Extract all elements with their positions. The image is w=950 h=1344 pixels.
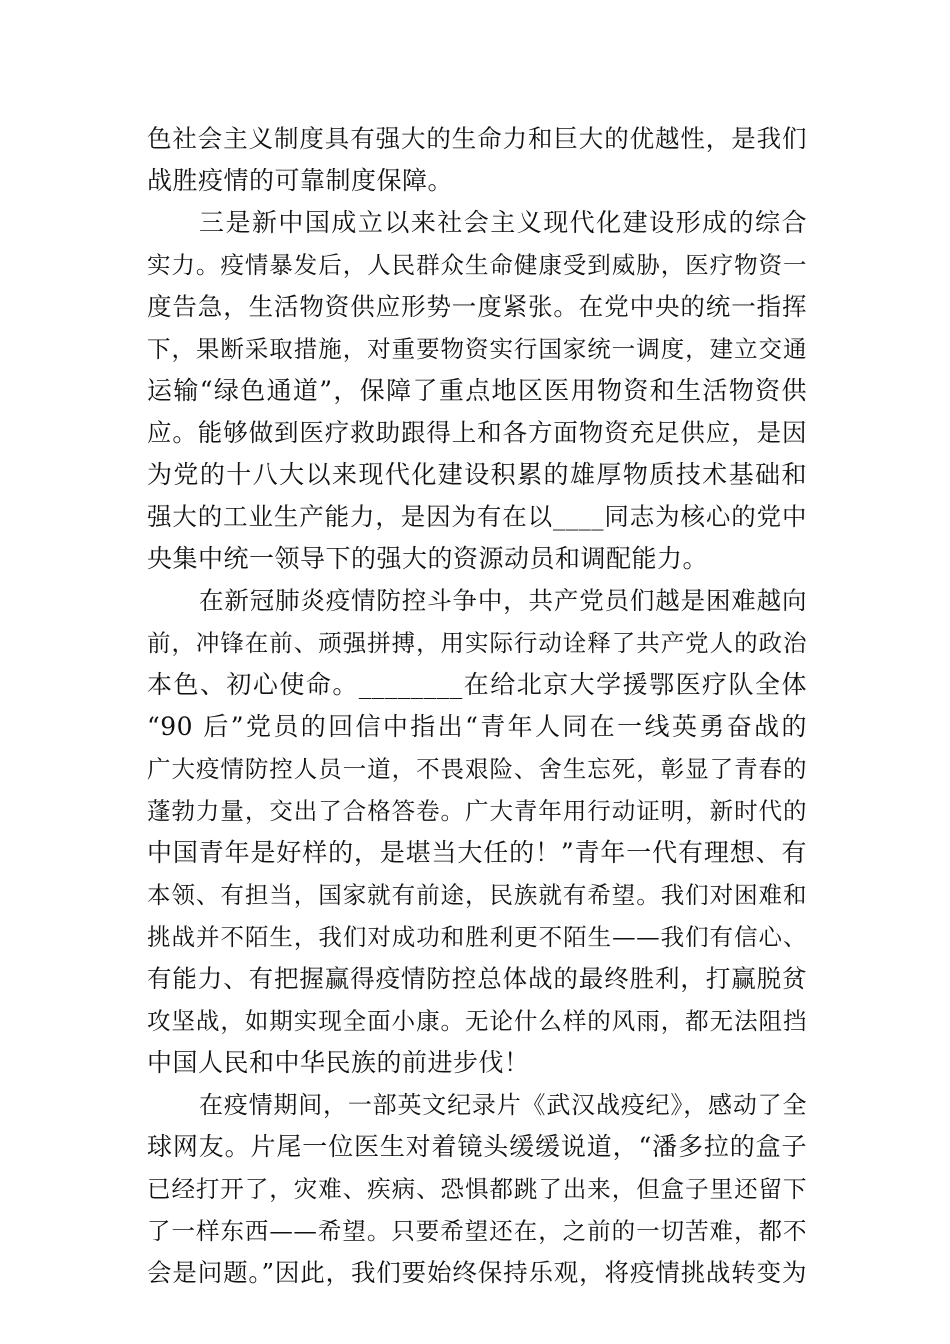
text-line: 前，冲锋在前、顽强拼搏，用实际行动诠释了共产党人的政治 — [147, 629, 807, 657]
text-line: 运输“绿色通道”，保障了重点地区医用物资和生活物资供 — [147, 376, 807, 405]
text-line: 中国人民和中华民族的前进步伐！ — [147, 1048, 530, 1077]
text-line: 已经打开了，灾难、疾病、恐惧都跳了出来，但盒子里还留下 — [147, 1175, 807, 1203]
text-line: 在疫情期间，一部英文纪录片《武汉战疫纪》，感动了全 — [199, 1091, 807, 1119]
text-line: 蓬勃力量，交出了合格答卷。广大青年用行动证明，新时代的 — [147, 797, 807, 825]
text-line: 三是新中国成立以来社会主义现代化建设形成的综合 — [199, 208, 807, 237]
text-line: 强大的工业生产能力，是因为有在以____同志为核心的党中 — [147, 502, 807, 531]
text-line: 色社会主义制度具有强大的生命力和巨大的优越性，是我们 — [147, 124, 807, 153]
text-line: 战胜疫情的可靠制度保障。 — [147, 166, 454, 195]
text-line: 挑战并不陌生，我们对成功和胜利更不陌生——我们有信心、 — [147, 923, 807, 951]
text-line: 央集中统一领导下的强大的资源动员和调配能力。 — [147, 544, 709, 573]
text-line: 度告急，生活物资供应形势一度紧张。在党中央的统一指挥 — [147, 292, 807, 321]
text-line: 攻坚战，如期实现全面小康。无论什么样的风雨，都无法阻挡 — [147, 1007, 807, 1035]
text-line: 中国青年是好样的，是堪当大任的！”青年一代有理想、有 — [147, 838, 807, 867]
text-line: 有能力、有把握赢得疫情防控总体战的最终胜利，打赢脱贫 — [147, 964, 807, 993]
text-line: 会是问题。”因此，我们要始终保持乐观，将疫情挑战转变为 — [147, 1258, 807, 1287]
text-line: 在新冠肺炎疫情防控斗争中，共产党员们越是困难越向 — [199, 586, 807, 615]
document-body — [147, 118, 807, 1294]
text-line: “90 后”党员的回信中指出“青年人同在一线英勇奋战的 — [147, 712, 807, 741]
text-line: 为党的十八大以来现代化建设积累的雄厚物质技术基础和 — [147, 460, 807, 489]
text-line: 了一样东西——希望。只要希望还在，之前的一切苦难，都不 — [147, 1217, 807, 1245]
text-line: 本领、有担当，国家就有前途，民族就有希望。我们对困难和 — [147, 881, 807, 909]
text-line: 实力。疫情暴发后，人民群众生命健康受到威胁，医疗物资一 — [147, 251, 807, 279]
text-line: 下，果断采取措施，对重要物资实行国家统一调度，建立交通 — [147, 335, 807, 363]
text-line: 球网友。片尾一位医生对着镜头缓缓说道，“潘多拉的盒子 — [147, 1132, 807, 1161]
text-line: 本色、初心使命。________在给北京大学援鄂医疗队全体 — [147, 670, 807, 699]
text-line: 广大疫情防控人员一道，不畏艰险、舍生忘死，彰显了青春的 — [147, 755, 807, 783]
text-line: 应。能够做到医疗救助跟得上和各方面物资充足供应，是因 — [147, 418, 807, 447]
